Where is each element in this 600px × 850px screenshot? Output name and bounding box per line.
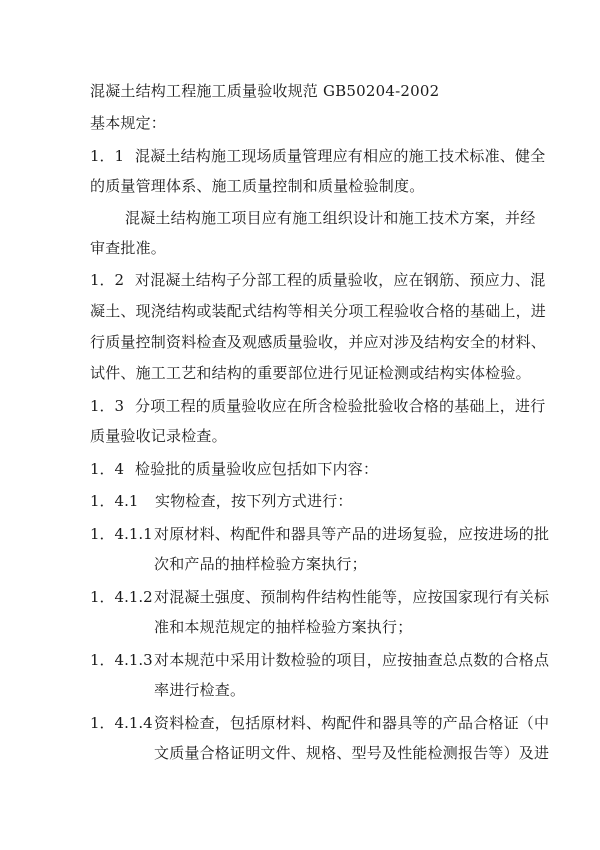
clause-1-1-line-2: 的质量管理体系、施工质量控制和质量检验制度。 — [90, 177, 425, 195]
clause-number-1-4-1: 1．4.1 — [90, 492, 139, 510]
clause-number-1-3: 1．3 — [90, 397, 125, 415]
clause-1-2-line-2: 凝土、现浇结构或装配式结构等相关分项工程验收合格的基础上，进 — [90, 302, 547, 320]
clause-1-4-1-2-line-1: 对混凝土强度、预制构件结构性能等，应按国家现行有关标 — [154, 588, 550, 606]
clause-1-4-1-3-line-1: 对本规范中采用计数检验的项目，应按抽查总点数的合格点 — [154, 651, 550, 669]
clause-number-1-1: 1．1 — [90, 147, 125, 165]
clause-1-4-1-1-line-2: 次和产品的抽样检验方案执行； — [154, 555, 367, 573]
document-title: 混凝土结构工程施工质量验收规范 GB50204-2002 — [90, 82, 440, 100]
clause-number-1-4: 1．4 — [90, 460, 125, 478]
clause-1-4-1-1-line-1: 对原材料、构配件和器具等产品的进场复验，应按进场的批 — [154, 525, 550, 543]
clause-number-1-2: 1．2 — [90, 271, 125, 289]
clause-1-4-1-4-line-2: 文质量合格证明文件、规格、型号及性能检测报告等）及进 — [154, 744, 550, 762]
clause-1-1-line-1: 混凝土结构施工现场质量管理应有相应的施工技术标准、健全 — [135, 147, 546, 165]
clause-1-4-line-1: 检验批的质量验收应包括如下内容： — [135, 460, 379, 478]
clause-1-2-line-3: 行质量控制资料检查及观感质量验收，并应对涉及结构安全的材料、 — [90, 333, 547, 351]
clause-1-3-line-1: 分项工程的质量验收应在所含检验批验收合格的基础上，进行 — [135, 397, 546, 415]
clause-1-4-1-line-1: 实物检查，按下列方式进行： — [155, 492, 353, 510]
clause-1-2-line-4: 试件、施工工艺和结构的重要部位进行见证检测或结构实体检验。 — [90, 364, 531, 382]
clause-1-1-para-2-line-1: 混凝土结构施工项目应有施工组织设计和施工技术方案，并经 — [125, 209, 536, 227]
clause-1-3-line-2: 质量验收记录检查。 — [90, 427, 227, 445]
clause-number-1-4-1-3: 1．4.1.3 — [90, 651, 153, 669]
clause-1-4-1-3-line-2: 率进行检查。 — [154, 681, 246, 699]
clause-1-2-line-1: 对混凝土结构子分部工程的质量验收，应在钢筋、预应力、混 — [135, 271, 546, 289]
clause-number-1-4-1-4: 1．4.1.4 — [90, 714, 153, 732]
clause-number-1-4-1-1: 1．4.1.1 — [90, 525, 153, 543]
clause-number-1-4-1-2: 1．4.1.2 — [90, 588, 153, 606]
clause-1-1-para-2-line-2: 审查批准。 — [90, 239, 167, 257]
clause-1-4-1-2-line-2: 准和本规范规定的抽样检验方案执行； — [154, 618, 413, 636]
clause-1-4-1-4-line-1: 资料检查，包括原材料、构配件和器具等的产品合格证（中 — [154, 714, 550, 732]
section-heading: 基本规定： — [90, 114, 167, 132]
